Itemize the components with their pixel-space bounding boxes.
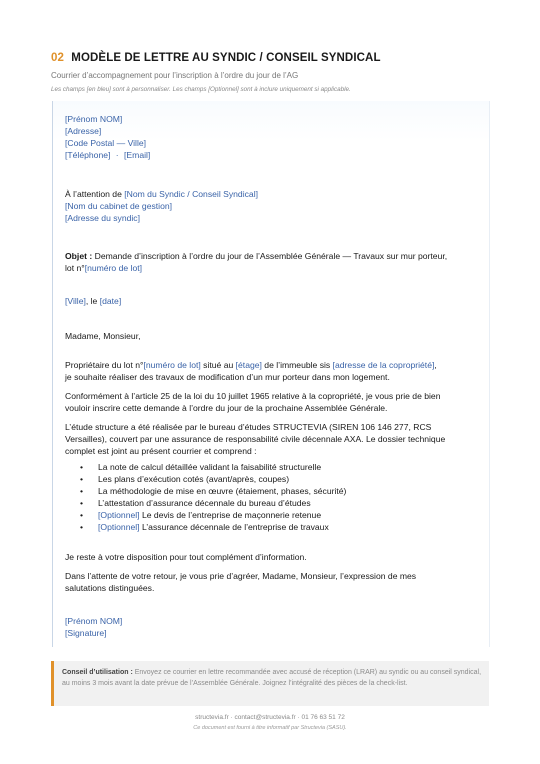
document-note: Les champs [en bleu] sont à personnaliser. Les champs [Optionnel] sont à inclure uniquement si applicable. bbox=[51, 86, 351, 93]
paragraph-2-line-1: Conformément à l’article 25 de la loi du 10 juillet 1965 relative à la copropriété, je vous prie de bien bbox=[65, 391, 441, 401]
place-date-sep: , le bbox=[85, 296, 100, 306]
paragraph-2-line-2: vouloir inscrire cette demande à l’ordre du jour de la prochaine Assemblée Générale. bbox=[65, 403, 388, 413]
checklist-item bbox=[98, 509, 321, 521]
subject-lot-field[interactable]: [numéro de lot] bbox=[84, 263, 143, 273]
checklist-item bbox=[98, 521, 329, 533]
checklist-item bbox=[98, 497, 311, 509]
sender-email[interactable]: [Email] bbox=[124, 150, 151, 160]
bullet-marker: • bbox=[80, 522, 84, 532]
checklist-item-text: La note de calcul détaillée validant la faisabilité structurelle bbox=[98, 462, 322, 472]
contact-separator: · bbox=[115, 150, 119, 160]
property-address-field[interactable]: [adresse de la copropriété] bbox=[332, 360, 435, 370]
document-title bbox=[51, 52, 381, 64]
section-number: 02 bbox=[51, 52, 64, 64]
subject-line bbox=[65, 250, 447, 262]
paragraph-1-line-2: je souhaite réaliser des travaux de modification d’un mur porteur dans mon logement. bbox=[65, 372, 390, 382]
optional-tag[interactable]: [Optionnel] bbox=[98, 522, 140, 532]
checklist-item-text: Les plans d’exécution cotés (avant/après, coupes) bbox=[98, 474, 290, 484]
subject-line-2 bbox=[65, 262, 142, 274]
paragraph-3-line-2: Versailles), couvert par une assurance de responsabilité civile décennale AXA. Le dossier technique bbox=[65, 434, 446, 444]
bullet-marker: • bbox=[80, 498, 84, 508]
sender-phone[interactable]: [Téléphone] bbox=[65, 150, 111, 160]
tip-text: Envoyez ce courrier en lettre recommandée avec accusé de réception (LRAR) au syndic ou au conseil syndical, au moins 3 mois avant la date prévue de l’Assemblée Générale. Joignez l’intégralité des pièces de la check-list. bbox=[62, 669, 482, 687]
title-text: MODÈLE DE LETTRE AU SYNDIC / CONSEIL SYNDICAL bbox=[71, 52, 381, 64]
checklist-item-text: L’assurance décennale de l’entreprise de travaux bbox=[139, 522, 329, 532]
sender-name[interactable]: [Prénom NOM] bbox=[65, 114, 123, 124]
tip-label: Conseil d’utilisation : bbox=[62, 669, 133, 676]
p1-text-c: de l’immeuble sis bbox=[261, 360, 333, 370]
checklist-item-text: L’attestation d’assurance décennale du bureau d’études bbox=[98, 498, 311, 508]
checklist-item-text: La méthodologie de mise en œuvre (étaiement, phases, sécurité) bbox=[98, 486, 347, 496]
paragraph-5-line-1: Dans l’attente de votre retour, je vous prie d’agréer, Madame, Monsieur, l’expression de mes bbox=[65, 571, 417, 581]
subject-label: Objet : bbox=[65, 251, 95, 261]
place-date bbox=[65, 295, 121, 307]
footer-contact: structevia.fr · contact@structevia.fr · 01 76 63 51 72 bbox=[195, 714, 345, 721]
p1-text-a: Propriétaire du lot n° bbox=[65, 360, 144, 370]
paragraph-5-line-2: salutations distinguées. bbox=[65, 583, 155, 593]
sender-address[interactable]: [Adresse] bbox=[65, 126, 102, 136]
checklist-item bbox=[98, 461, 321, 473]
checklist-item-text: Le devis de l’entreprise de maçonnerie retenue bbox=[139, 510, 322, 520]
recipient-attention bbox=[65, 188, 258, 200]
place-field[interactable]: [Ville] bbox=[65, 296, 86, 306]
attention-label: À l’attention de bbox=[65, 189, 125, 199]
paragraph-1-line-1 bbox=[65, 359, 437, 371]
usage-tip-box bbox=[51, 661, 489, 706]
paragraph-3-line-3: complet est joint au présent courrier et comprend : bbox=[65, 446, 257, 456]
lot-field[interactable]: [numéro de lot] bbox=[143, 360, 201, 370]
sender-contact bbox=[65, 149, 150, 161]
p1-text-d: , bbox=[434, 360, 437, 370]
signature-field[interactable]: [Signature] bbox=[65, 628, 107, 638]
salutation: Madame, Monsieur, bbox=[65, 331, 141, 341]
recipient-address[interactable]: [Adresse du syndic] bbox=[65, 213, 140, 223]
bullet-marker: • bbox=[80, 462, 84, 472]
recipient-cabinet[interactable]: [Nom du cabinet de gestion] bbox=[65, 201, 173, 211]
subject-lot-label: lot n° bbox=[65, 263, 85, 273]
floor-field[interactable]: [étage] bbox=[235, 360, 262, 370]
paragraph-3-line-1: L’étude structure a été réalisée par le bureau d’études STRUCTEVIA (SIREN 106 146 277, RCS bbox=[65, 422, 432, 432]
bullet-marker: • bbox=[80, 486, 84, 496]
optional-tag[interactable]: [Optionnel] bbox=[98, 510, 140, 520]
paragraph-4: Je reste à votre disposition pour tout complément d’information. bbox=[65, 552, 307, 562]
sender-city[interactable]: [Code Postal — Ville] bbox=[65, 138, 147, 148]
document-subtitle: Courrier d’accompagnement pour l’inscription à l’ordre du jour de l’AG bbox=[51, 71, 299, 80]
bullet-marker: • bbox=[80, 474, 84, 484]
footer-disclaimer: Ce document est fourni à titre informatif par Structevia (SASU). bbox=[193, 725, 347, 731]
date-field[interactable]: [date] bbox=[99, 296, 122, 306]
p1-text-b: situé au bbox=[200, 360, 236, 370]
bullet-marker: • bbox=[80, 510, 84, 520]
subject-text: Demande d’inscription à l’ordre du jour de l’Assemblée Générale — Travaux sur mur porteur, bbox=[94, 251, 448, 261]
checklist-item bbox=[98, 473, 289, 485]
signature-name[interactable]: [Prénom NOM] bbox=[65, 616, 123, 626]
recipient-syndic[interactable]: [Nom du Syndic / Conseil Syndical] bbox=[124, 189, 258, 199]
checklist-item bbox=[98, 485, 346, 497]
